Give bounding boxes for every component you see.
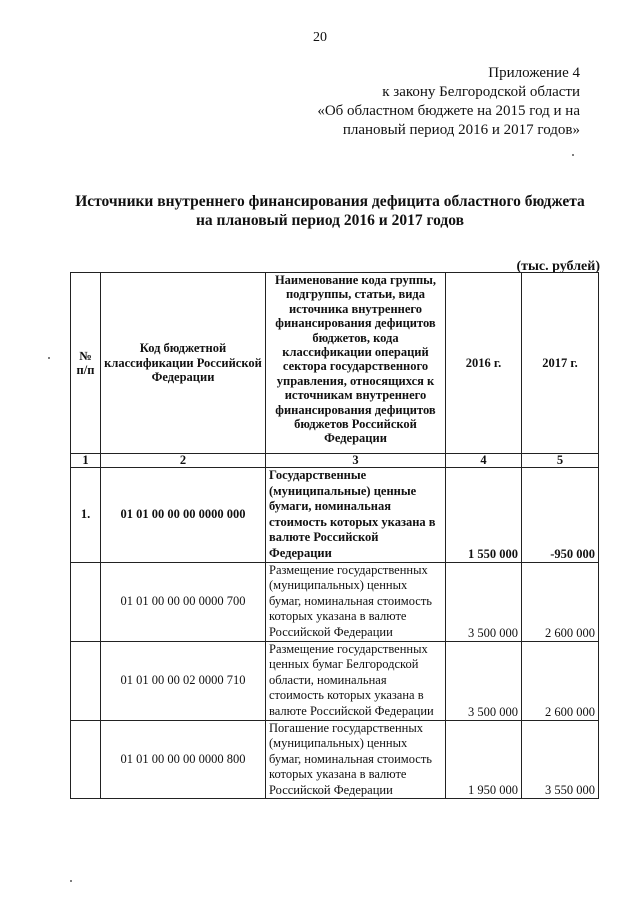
column-index-row [71,454,599,468]
row-name: Государственные (муниципальные) ценные бумаги, номинальная стоимость которых указана в валюте Российской Федерации [266,468,446,563]
scan-speck [572,154,574,156]
row-code: 01 01 00 00 00 0000 700 [101,562,266,641]
row-2017-amount: 3 550 000 [522,720,599,799]
row-2017-amount: 2 600 000 [522,562,599,641]
row-code: 01 01 00 00 00 0000 000 [101,468,266,563]
header-2016: 2016 г. [446,273,522,454]
row-2016-amount: 1 950 000 [446,720,522,799]
appendix-header [317,64,580,140]
appendix-line: к закону Белгородской области [382,84,580,100]
appendix-line: «Об областном бюджете на 2015 год и на [317,103,580,119]
scan-speck [70,880,72,882]
header-2017: 2017 г. [522,273,599,454]
table-row [71,641,599,720]
row-2017-amount: 2 600 000 [522,641,599,720]
row-name: Размещение государственных ценных бумаг Белгородской области, номинальная стоимость которых указана в валюте Российской Федерации [266,641,446,720]
column-index: 5 [522,454,599,468]
header-number: № п/п [71,273,101,454]
row-name: Погашение государственных (муниципальных) ценных бумаг, номинальная стоимость которых указана в валюте Российской Федерации [266,720,446,799]
table-row [71,562,599,641]
units-label: (тыс. рублей) [516,259,600,274]
page-number: 20 [313,30,327,45]
table-row [71,468,599,563]
row-2016-amount: 3 500 000 [446,641,522,720]
row-name: Размещение государственных (муниципальных) ценных бумаг, номинальная стоимость которых указана в валюте Российской Федерации [266,562,446,641]
header-name: Наименование кода группы, подгруппы, статьи, вида источника внутреннего финансирования дефицитов бюджетов, кода классификации операций сектора государственного управления, относящихся к источникам внутреннего финансирования дефицитов бюджетов Российской Федерации [266,273,446,454]
row-number [71,562,101,641]
appendix-line: Приложение 4 [488,65,580,81]
column-index: 1 [71,454,101,468]
document-title [60,192,600,230]
title-line-1: Источники внутреннего финансирования дефицита областного бюджета [75,193,585,210]
column-index: 3 [266,454,446,468]
appendix-line: плановый период 2016 и 2017 годов» [342,122,580,138]
row-number: 1. [71,468,101,563]
title-line-2: на плановый период 2016 и 2017 годов [196,212,464,229]
header-code: Код бюджетной классификации Российской Федерации [101,273,266,454]
row-number [71,641,101,720]
table-row [71,720,599,799]
row-number [71,720,101,799]
financing-sources-table [70,272,599,799]
row-code: 01 01 00 00 00 0000 800 [101,720,266,799]
row-2016-amount: 1 550 000 [446,468,522,563]
row-code: 01 01 00 00 02 0000 710 [101,641,266,720]
column-index: 4 [446,454,522,468]
row-2017-amount: -950 000 [522,468,599,563]
table-header-row [71,273,599,454]
row-2016-amount: 3 500 000 [446,562,522,641]
scan-speck [48,357,50,359]
column-index: 2 [101,454,266,468]
